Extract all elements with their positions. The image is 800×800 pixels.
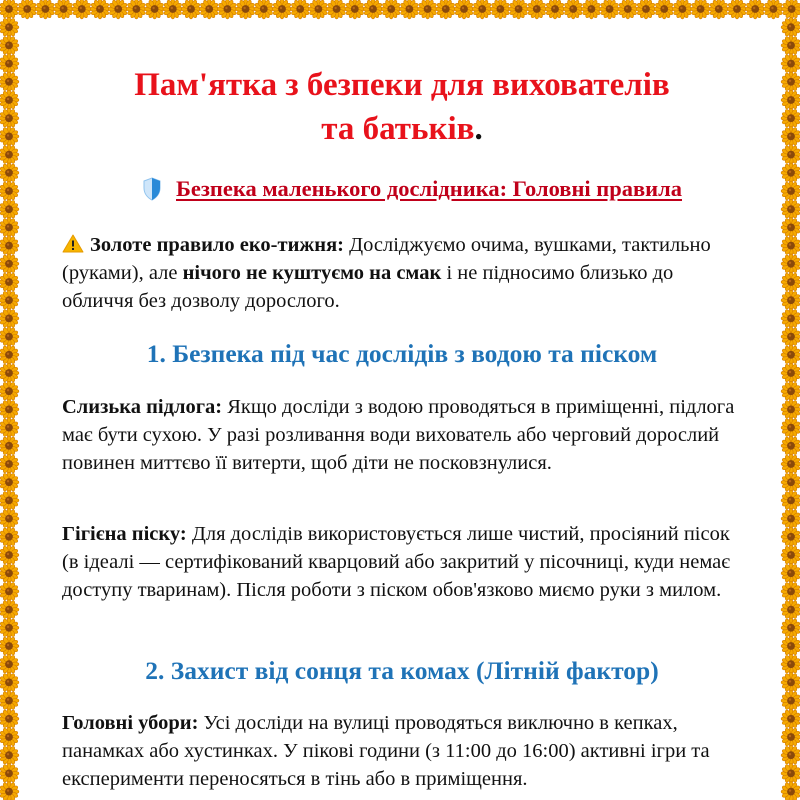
sunflower-icon (0, 472, 19, 492)
sunflower-icon (781, 54, 800, 74)
sunflower-icon (0, 145, 19, 165)
sunflower-icon (0, 418, 19, 438)
sunflower-icon (781, 90, 800, 110)
sunflower-icon (0, 199, 19, 219)
golden-rule-label: Золоте правило еко-тижня: (90, 234, 344, 256)
sunflower-icon (781, 290, 800, 310)
sunflower-icon (781, 400, 800, 420)
sunflower-icon (781, 108, 800, 128)
sunflower-icon (0, 491, 19, 511)
sunflower-icon (781, 163, 800, 183)
sunflower-icon (0, 254, 19, 274)
sunflower-icon (781, 381, 800, 401)
sunflower-icon (781, 36, 800, 56)
sunflower-icon (781, 72, 800, 92)
sunflower-icon (0, 400, 19, 420)
slippery-floor-label: Слизька підлога: (62, 396, 223, 418)
sunflower-icon (0, 764, 19, 784)
sunflower-icon (745, 0, 765, 19)
sunflower-icon (781, 782, 800, 800)
sunflower-icon (0, 727, 19, 747)
sunflower-icon (0, 436, 19, 456)
sunflower-icon (0, 709, 19, 729)
sunflower-icon (0, 745, 19, 765)
sunflower-icon (0, 600, 19, 620)
sunflower-icon (781, 472, 800, 492)
slippery-floor-paragraph (62, 393, 742, 477)
sunflower-icon (781, 582, 800, 602)
sunflower-icon (781, 618, 800, 638)
sunflower-icon (0, 218, 19, 238)
sunflower-icon (0, 72, 19, 92)
sunflower-icon (781, 199, 800, 219)
sunflower-icon (781, 654, 800, 674)
sunflower-icon (17, 0, 37, 19)
sunflower-icon (781, 509, 800, 529)
sunflower-icon (781, 309, 800, 329)
sunflower-icon (781, 345, 800, 365)
sunflower-icon (781, 363, 800, 383)
sunflower-icon (0, 236, 19, 256)
sunflower-icon (0, 454, 19, 474)
sunflower-icon (0, 54, 19, 74)
sunflower-icon (0, 181, 19, 201)
sunflower-icon (0, 381, 19, 401)
document-title (62, 63, 742, 151)
sunflower-icon (781, 709, 800, 729)
sunflower-icon (781, 563, 800, 583)
sunflower-icon (781, 181, 800, 201)
sunflower-icon (0, 108, 19, 128)
shield-icon (142, 177, 162, 201)
sunflower-icon (36, 0, 56, 19)
sunflower-icon (0, 691, 19, 711)
sunflower-icon (781, 545, 800, 565)
sunflower-icon (0, 272, 19, 292)
headwear-paragraph (62, 709, 742, 793)
sunflower-icon (781, 727, 800, 747)
sunflower-icon (0, 673, 19, 693)
sunflower-icon (781, 636, 800, 656)
slippery-floor-text: Якщо досліди з водою проводяться в приміщенні, підлога має бути сухою. У разі розливання води вихователь або черговий дорослий повинен миттєво її витерти, щоб діти не посковзнулися. (62, 396, 735, 474)
sunflower-icon (0, 0, 19, 19)
subheading: Безпека маленького дослідника: Головні правила (176, 176, 682, 201)
sunflower-icon (0, 582, 19, 602)
sunflower-icon (781, 691, 800, 711)
sunflower-icon (0, 527, 19, 547)
sunflower-icon (0, 345, 19, 365)
golden-rule-text-2: і не підносимо близько до обличчя без дозволу дорослого. (62, 262, 674, 312)
headwear-label: Головні убори: (62, 712, 199, 734)
section-1-heading: 1. Безпека під час дослідів з водою та піском (146, 339, 658, 368)
sunflower-icon (0, 163, 19, 183)
sunflower-icon (781, 600, 800, 620)
sunflower-icon (781, 491, 800, 511)
sunflower-icon (781, 436, 800, 456)
sunflower-icon (781, 218, 800, 238)
sunflower-icon (0, 563, 19, 583)
sunflower-icon (764, 0, 784, 19)
sand-hygiene-paragraph (62, 520, 742, 604)
sunflower-icon (782, 0, 800, 19)
section-2-heading: 2. Захист від сонця та комах (Літній фактор) (145, 656, 659, 685)
sunflower-icon (781, 254, 800, 274)
safety-memo-page (62, 0, 742, 800)
sunflower-icon (781, 673, 800, 693)
sunflower-icon (0, 618, 19, 638)
sunflower-icon (0, 290, 19, 310)
sunflower-icon (0, 545, 19, 565)
sunflower-icon (0, 782, 19, 800)
sunflower-icon (0, 17, 19, 37)
sunflower-icon (0, 509, 19, 529)
sand-hygiene-text: Для дослідів використовується лише чистий, просіяний пісок (в ідеалі — сертифікований кварцовий або закритий у пісочниці, куди немає доступу тваринам). Після роботи з піском обов'язково миємо руки з милом. (62, 523, 731, 601)
sunflower-icon (0, 636, 19, 656)
subheading-row (82, 176, 742, 202)
sunflower-icon (781, 17, 800, 37)
sunflower-icon (0, 363, 19, 383)
sunflower-icon (0, 36, 19, 56)
sunflower-icon (781, 236, 800, 256)
sunflower-icon (781, 272, 800, 292)
sunflower-icon (0, 126, 19, 146)
title-period: . (474, 111, 483, 147)
sunflower-icon (781, 454, 800, 474)
golden-rule-paragraph (62, 231, 742, 315)
sunflower-icon (0, 327, 19, 347)
warning-icon (62, 234, 84, 253)
sunflower-icon (781, 764, 800, 784)
sunflower-icon (781, 126, 800, 146)
title-line-2: та батьків (321, 111, 475, 147)
golden-rule-emphasis: нічого не куштуємо на смак (182, 262, 442, 284)
golden-rule-text-1: Досліджуємо очима, вушками, тактильно (руками), але (62, 234, 711, 284)
sunflower-icon (781, 527, 800, 547)
title-line-1: Пам'ятка з безпеки для вихователів (134, 67, 670, 103)
sunflower-icon (781, 145, 800, 165)
sand-hygiene-label: Гігієна піску: (62, 523, 187, 545)
sunflower-icon (781, 745, 800, 765)
sunflower-icon (781, 327, 800, 347)
sunflower-icon (0, 90, 19, 110)
headwear-text: Усі досліди на вулиці проводяться виключно в кепках, панамках або хустинках. У пікові години (з 11:00 до 16:00) активні ігри та експерименти переносяться в тінь або в приміщення. (62, 712, 710, 790)
sunflower-icon (781, 418, 800, 438)
sunflower-icon (0, 309, 19, 329)
sunflower-icon (0, 654, 19, 674)
